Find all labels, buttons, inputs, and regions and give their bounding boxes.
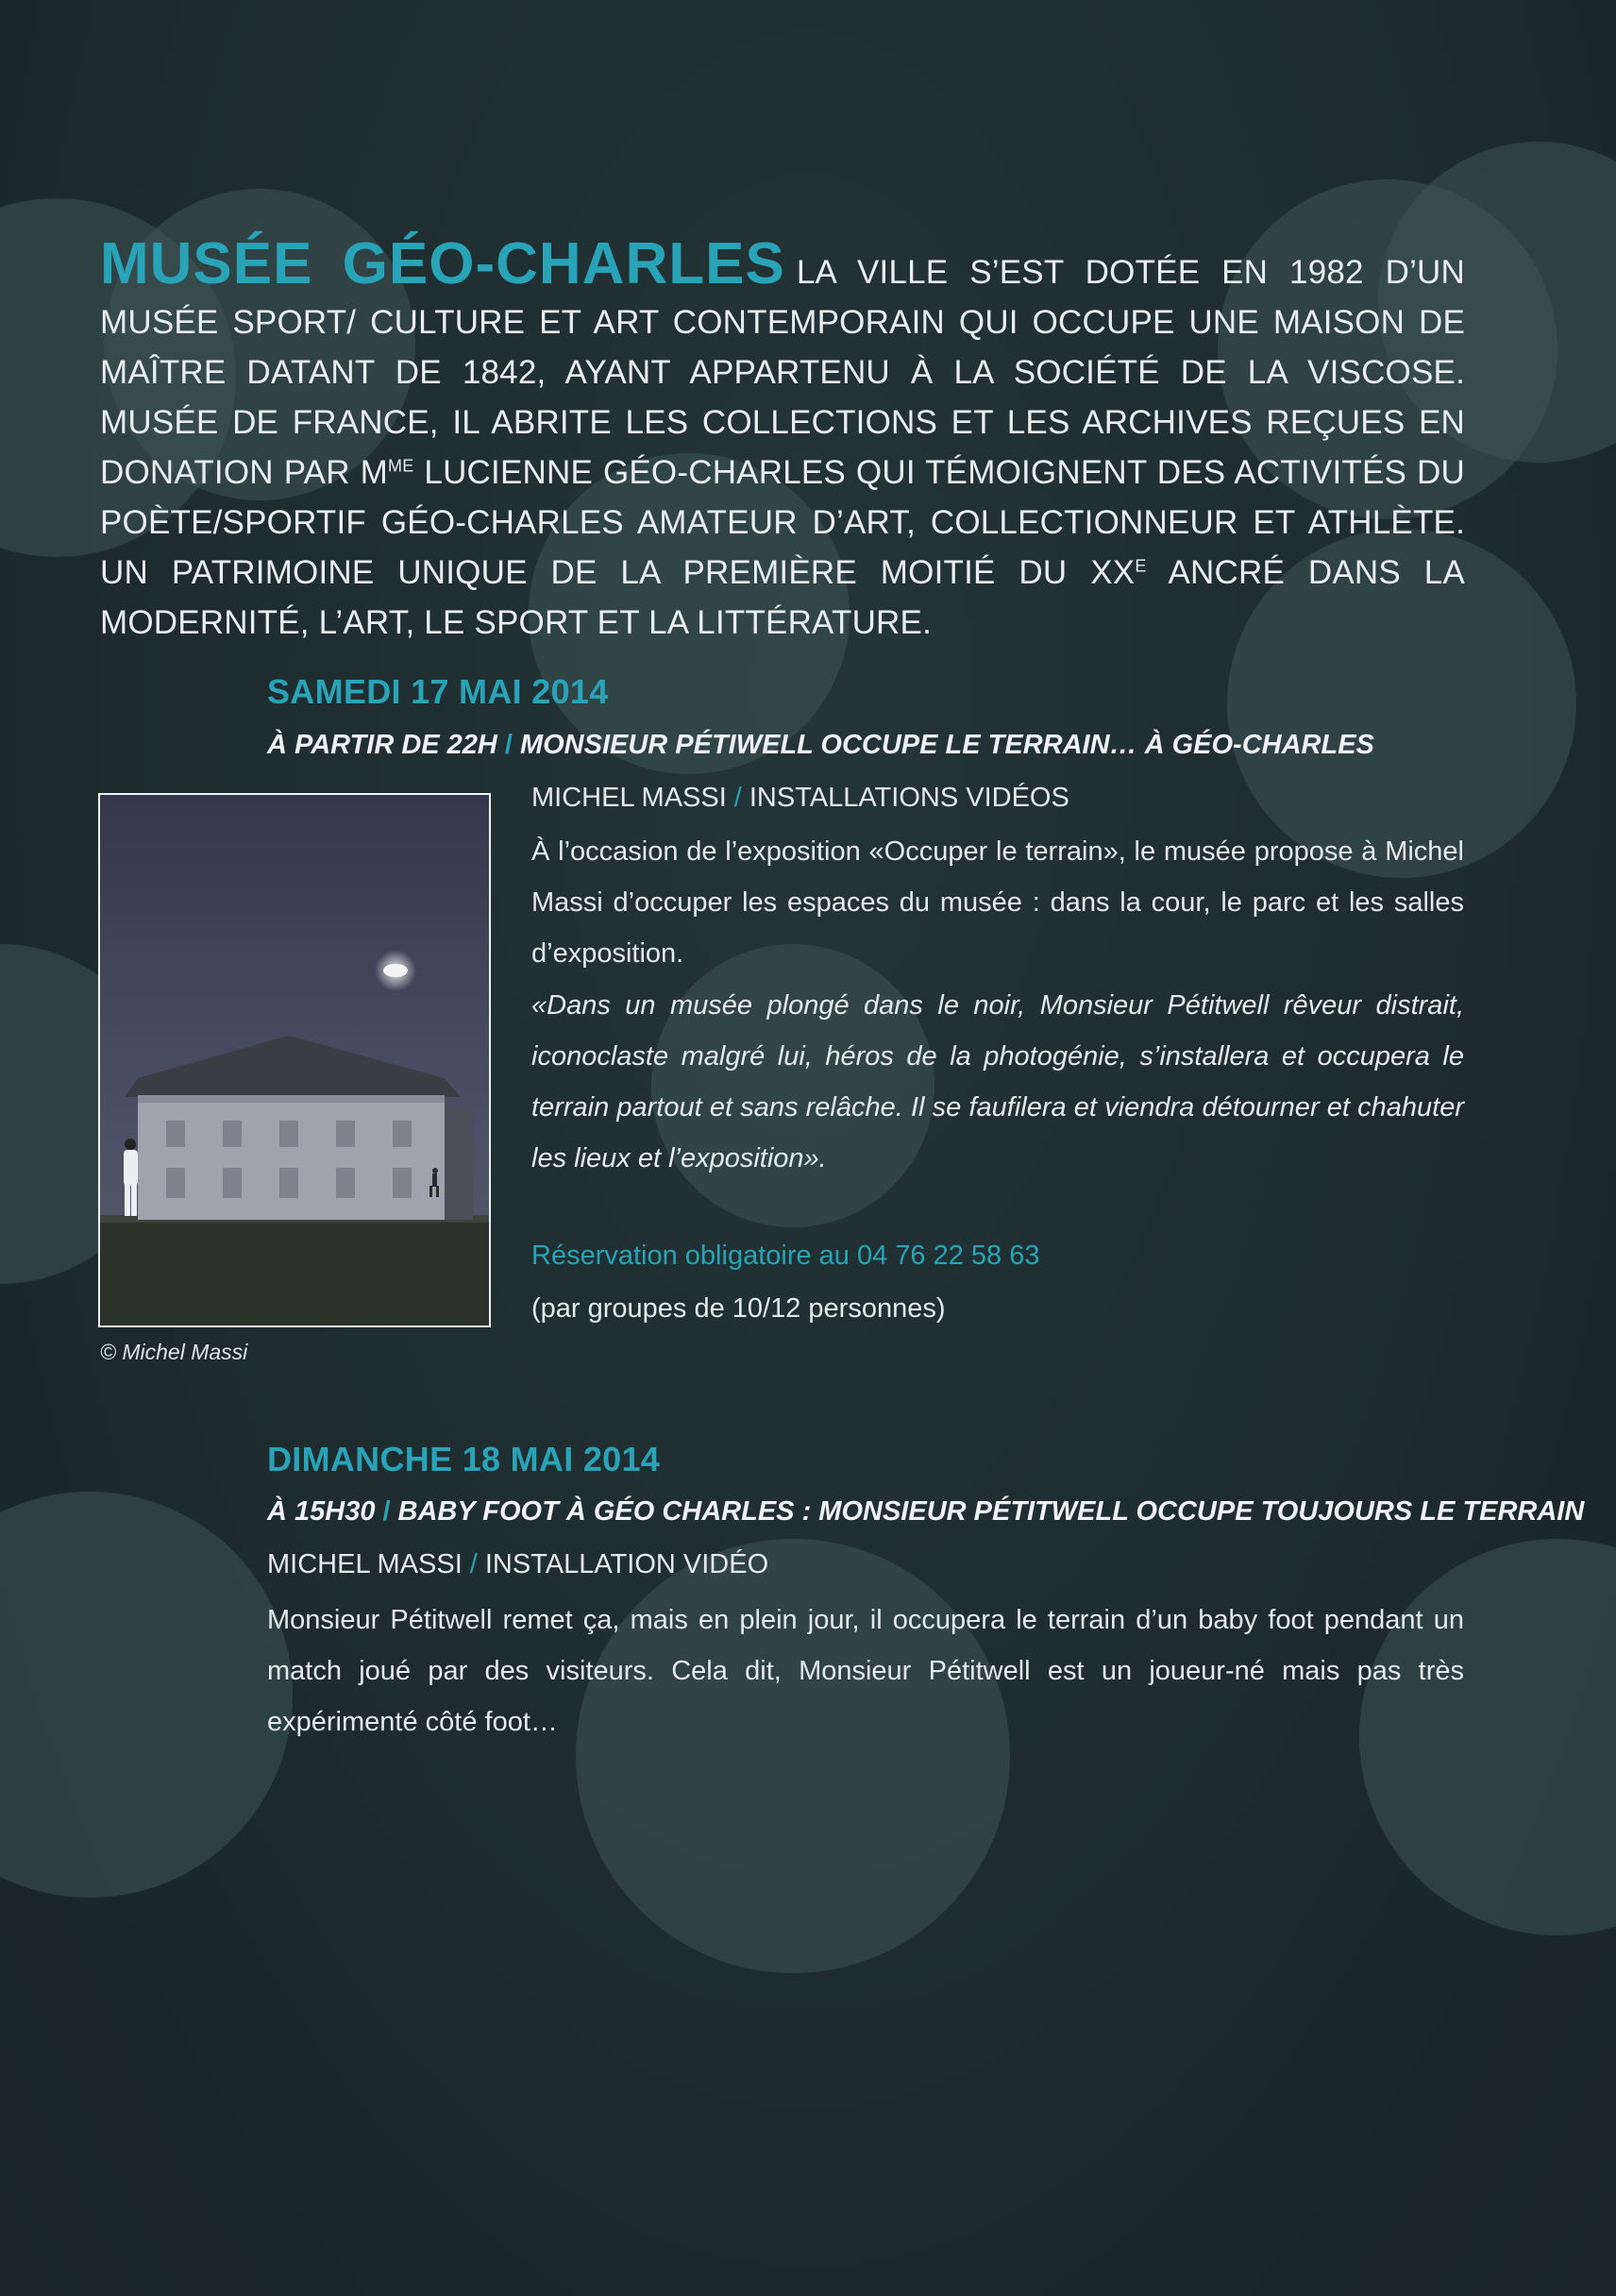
intro-text: ANCRÉ DANS LA MODERNITÉ, L’ART, LE SPORT ET LA LITTÉRATURE. [100, 554, 1465, 641]
event2-heading [267, 1496, 1584, 1528]
event1-kind: INSTALLATIONS VIDÉOS [749, 783, 1069, 813]
event2-kind: INSTALLATION VIDÉO [484, 1549, 769, 1579]
house-facade [138, 1095, 445, 1220]
event2-time: À 15H30 [267, 1496, 376, 1527]
event2-description: Monsieur Pétitwell remet ça, mais en plein jour, il occupera le terrain d’un baby foot pendant un match joué par des visiteurs. Cela dit, Monsieur Pétitwell est un joueur-né mais pas très expérimenté côté foot… [267, 1605, 1464, 1737]
event2-artist: MICHEL MASSI [267, 1549, 463, 1579]
photo-credit: © Michel Massi [100, 1340, 248, 1364]
museum-title: MUSÉE GÉO-CHARLES [100, 231, 785, 296]
event1-artist-line [531, 783, 1069, 814]
intro-text: LA VILLE S’EST DOTÉE EN 1982 D’UN MUSÉE SPORT/ CULTURE ET ART CONTEMPORAIN QUI OCCUPE UNE MAISON DE MAÎTRE DATANT DE 1842, AYANT APPARTENU À LA SOCIÉTÉ DE LA VISCOSE. MUSÉE DE FRANCE, IL ABRITE LES COLLECTIONS ET LES ARCHIVES REÇUES EN DONATION PAR M [100, 254, 1465, 491]
event-photo [98, 793, 491, 1327]
intro-paragraph [100, 231, 1465, 648]
lawn [100, 1215, 489, 1325]
event2-title: BABY FOOT À GÉO CHARLES : MONSIEUR PÉTITWELL OCCUPE TOUJOURS LE TERRAIN [397, 1496, 1585, 1527]
event1-heading [267, 730, 1374, 761]
moon-icon [383, 964, 408, 977]
event1-date: SAMEDI 17 MAI 2014 [267, 672, 609, 711]
slash-separator: / [382, 1496, 391, 1527]
intro-superscript: E [1135, 556, 1147, 576]
intro-text: LUCIENNE GÉO-CHARLES QUI TÉMOIGNENT DES ACTIVITÉS DU POÈTE/SPORTIF GÉO-CHARLES AMATEUR D’ART, COLLECTIONNEUR ET ATHLÈTE. UN PATRIMOINE UNIQUE DE LA PREMIÈRE MOITIÉ DU XX [100, 454, 1465, 591]
event1-title: MONSIEUR PÉTIWELL OCCUPE LE TERRAIN… À GÉO-CHARLES [519, 730, 1374, 760]
slash-separator: / [504, 730, 513, 760]
intro-superscript: ME [388, 456, 414, 476]
event1-time: À PARTIR DE 22H [267, 730, 497, 760]
groups-note: (par groupes de 10/12 personnes) [531, 1293, 946, 1324]
event1-artist: MICHEL MASSI [531, 783, 727, 813]
event1-quote: «Dans un musée plongé dans le noir, Monsieur Pétitwell rêveur distrait, iconoclaste malgré lui, héros de la photogénie, s’installera et occupera le terrain partout et sans relâche. Il se faufilera et viendra détourner et chahuter les lieux et l’exposition». [531, 990, 1464, 1173]
reservation-line: Réservation obligatoire au 04 76 22 58 63 [531, 1241, 1040, 1271]
house-photo-illustration [100, 795, 489, 1325]
event1-description: À l’occasion de l’exposition «Occuper le terrain», le musée propose à Michel Massi d’occuper les espaces du musée : dans la cour, le parc et les salles d’exposition. [531, 836, 1464, 969]
event2-artist-line [267, 1549, 768, 1580]
event2-date: DIMANCHE 18 MAI 2014 [267, 1440, 661, 1478]
slash-separator: / [733, 783, 742, 813]
slash-separator: / [469, 1549, 478, 1579]
